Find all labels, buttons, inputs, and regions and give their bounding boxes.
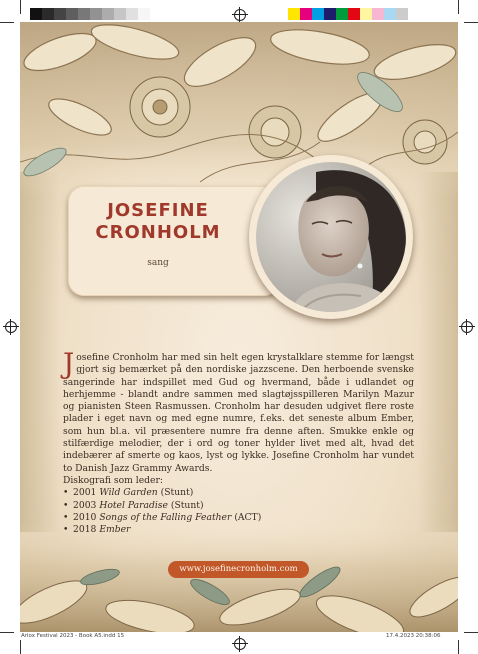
crop-mark [458,0,459,14]
grayscale-color-bar [30,8,150,20]
artist-bio [63,347,414,536]
drop-cap: J [63,347,75,380]
print-slug-date: 17.4.2023 20:38:06 [386,633,441,639]
artist-first-name: JOSEFINE [107,200,209,221]
crop-mark [20,640,21,654]
registration-mark-top [234,9,246,21]
artist-last-name: CRONHOLM [95,222,221,243]
discography-item: • 2001 Wild Garden (Stunt) [63,487,414,499]
discography-title: Diskografi som leder: [63,474,163,486]
print-slug-file: Arlox Festival 2023 - Book A5.indd 15 [21,633,125,639]
crop-mark [20,0,21,14]
process-color-bar [288,8,408,20]
page-trim-area [20,22,458,632]
crop-mark [464,632,478,633]
registration-mark-left [5,321,17,333]
discography-item: • 2018 Ember [63,524,414,536]
registration-mark-bottom [234,638,246,650]
left-ornament-band [20,172,60,532]
right-ornament-band [418,172,458,532]
registration-mark-right [461,321,473,333]
floral-ornament-top [20,22,458,197]
artist-name [68,200,248,244]
bio-paragraph [63,347,414,475]
artist-role: sang [147,258,169,268]
discography-list [63,487,414,536]
discography-item: • 2003 Hotel Paradise (Stunt) [63,500,414,512]
artist-portrait-photo [256,162,406,312]
crop-mark [464,22,478,23]
website-link[interactable]: www.josefinecronholm.com [168,561,309,578]
crop-mark [458,640,459,654]
crop-mark [0,22,14,23]
crop-mark [0,632,14,633]
bio-text: osefine Cronholm har med sin helt egen krystalklare stemme for længst gjort sig bemærket på den nordiske jazzscene. Den herboende svenske sangerinde har indspillet med Gud og hvermand, både i udlandet og herhjemme - blandt andre sammen med slagtøjsspilleren Marilyn Mazur og pianisten Steen Rasmussen. Cronholm har desuden udgivet flere roste plader i eget navn og med egne numre, f.eks. det seneste album Ember, som hun bl.a. vil præsentere numre fra denne aften. Smukke enkle og stilfærdige melodier, der i ord og toner hylder livet med alt, hvad det indebærer af smerte og kaos, lyst og lykke. Josefine Cronholm har vundet to Danish Jazz Grammy Awards. [63,352,414,474]
discography-item: • 2010 Songs of the Falling Feather (ACT) [63,512,414,524]
